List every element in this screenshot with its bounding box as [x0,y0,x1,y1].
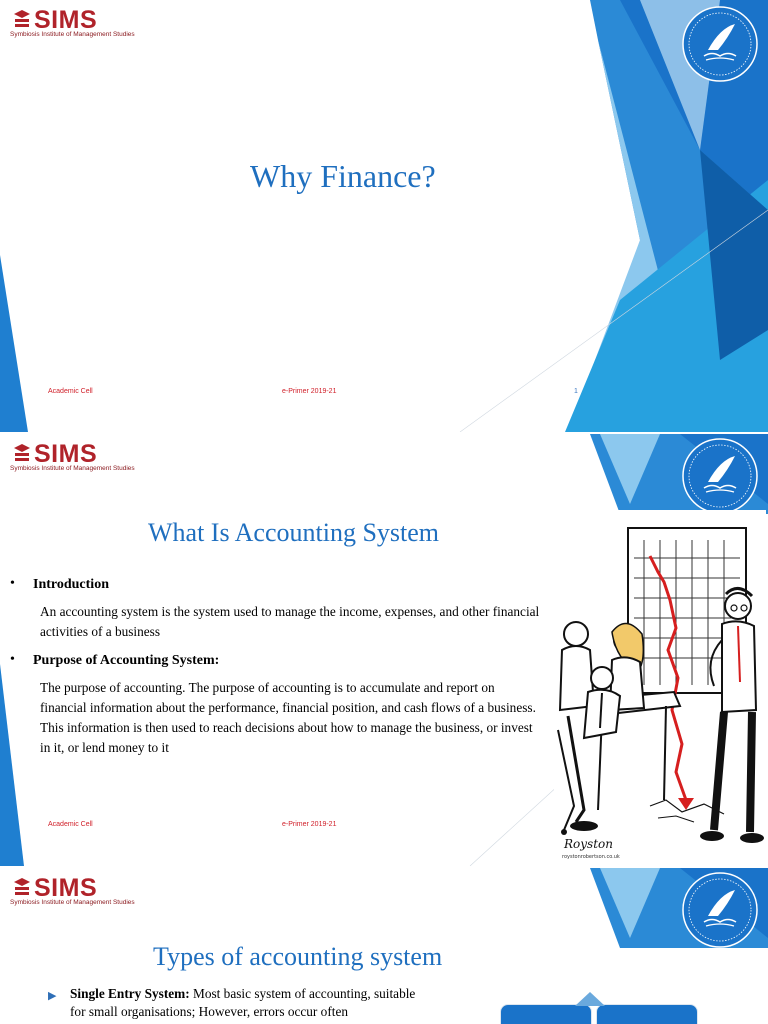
slide-1-decoration [0,0,768,432]
bullet-heading-purpose: Purpose of Accounting System: [33,653,220,668]
cartoon-watermark: roystonrobertson.co.uk [562,854,620,860]
sims-emblem-icon [12,444,34,464]
bullet-dot-icon: • [10,576,15,591]
slide-3-title: Types of accounting system [153,942,443,971]
brand-subtitle: Symbiosis Institute of Management Studies [10,899,135,906]
diagram-card-right [596,1004,698,1024]
bullet-dot-icon: • [10,652,15,667]
slide-3 [0,868,768,1024]
diagram-connector-icon [575,992,605,1006]
accounting-cartoon-image [554,510,766,865]
brand-name: SIMS [34,6,98,34]
brand-name: SIMS [34,874,98,902]
slide-2-title: What Is Accounting System [148,518,440,547]
brand-subtitle: Symbiosis Institute of Management Studies [10,31,135,38]
slide-1-title: Why Finance? [250,158,436,194]
sims-emblem-icon [12,10,34,30]
bullet-heading-single-entry: Single Entry System: [70,986,190,1001]
cartoon-signature: Royston [564,837,613,851]
diagram-card-left [500,1004,592,1024]
sims-emblem-icon [12,878,34,898]
institute-seal-icon [680,4,760,84]
slide-1 [0,0,768,432]
bullet-text-single-entry: Most basic system of accounting, suitable for small organisations; However, errors occur often [70,986,416,1019]
bullet-single-entry [70,985,430,1021]
brand-name: SIMS [34,440,98,468]
bullet-text-purpose: The purpose of accounting. The purpose of accounting is to accumulate and report on financial information about the performance, financial position, and cash flows of a business. This information is then used to reach decisions about how to manage the business, or invest in it, or lend money to it [40,680,536,755]
bullet-heading-introduction: Introduction [33,577,109,592]
slide-1-page-number: 1 [574,388,578,395]
slide-1-footer-left: Academic Cell [48,388,93,395]
institute-seal-icon [680,870,760,950]
slide-1-footer-center: e-Primer 2019-21 [282,388,337,395]
bullet-text-introduction: An accounting system is the system used to manage the income, expenses, and other financial activities of a business [40,604,540,639]
slide-2 [0,434,768,866]
institute-seal-icon [680,436,760,516]
slide-2-footer-left: Academic Cell [48,821,93,828]
bullet-arrow-icon: ▶ [48,990,57,1002]
brand-subtitle: Symbiosis Institute of Management Studies [10,465,135,472]
slide-2-footer-center: e-Primer 2019-21 [282,821,337,828]
